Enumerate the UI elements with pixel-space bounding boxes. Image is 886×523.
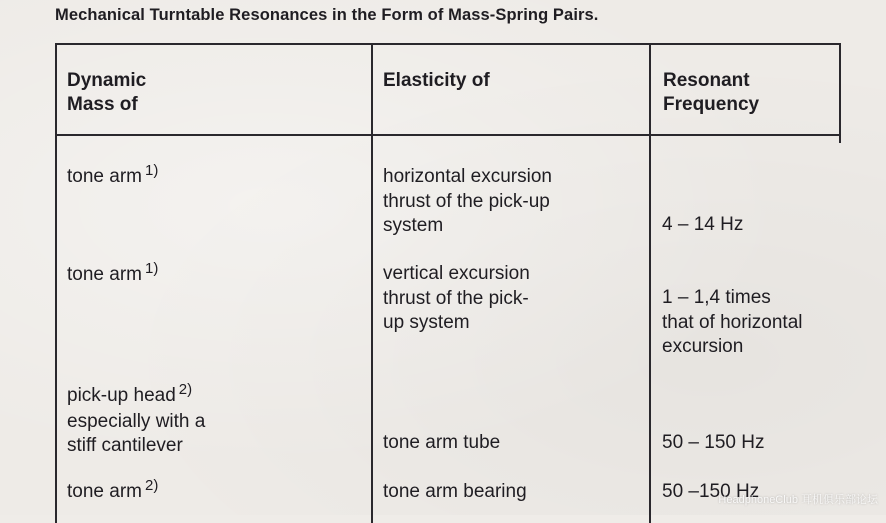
- row-1-frequency: 4 – 14 Hz: [662, 214, 744, 235]
- header-divider: [55, 134, 841, 136]
- row-4-mass: tone arm $^{2)}$: [67, 477, 159, 502]
- row-2-footnote: 1): [144, 260, 159, 277]
- row-2-frequency: 1 – 1,4 times that of horizontal excursion: [662, 287, 803, 357]
- header-dynamic-mass: Dynamic Mass of: [67, 70, 147, 115]
- table-border-top: [55, 43, 841, 45]
- row-2-mass: tone arm $^{1)}$: [67, 260, 159, 285]
- column-divider-1: [371, 43, 373, 523]
- row-3-frequency: 50 – 150 Hz: [662, 432, 765, 453]
- row-3-mass: pick-up head $^{2)}$ especially with a stiff cantilever: [67, 381, 206, 456]
- row-4-elasticity: tone arm bearing: [383, 481, 527, 502]
- row-3-elasticity: tone arm tube: [383, 432, 501, 453]
- row-3-footnote: 2): [178, 381, 193, 398]
- header-resonant-frequency: Resonant Frequency: [663, 70, 760, 115]
- column-divider-2: [649, 43, 651, 523]
- row-1-elasticity: horizontal excursion thrust of the pick-up system: [383, 166, 552, 236]
- page-title: Mechanical Turntable Resonances in the Form of Mass-Spring Pairs.: [55, 6, 599, 24]
- row-1-mass: tone arm $^{1)}$: [67, 162, 159, 187]
- header-elasticity: Elasticity of: [383, 70, 490, 91]
- site-watermark: HeadphoneClub 耳机俱乐部论坛: [718, 494, 878, 506]
- row-1-footnote: 1): [144, 162, 159, 179]
- row-4-footnote: 2): [144, 477, 159, 494]
- resonance-table: [55, 43, 841, 523]
- table-border-right: [839, 43, 841, 143]
- row-2-elasticity: vertical excursion thrust of the pick- up system: [383, 263, 530, 333]
- row-4-frequency: 50 –150 Hz: [662, 481, 760, 502]
- table-border-left: [55, 43, 57, 523]
